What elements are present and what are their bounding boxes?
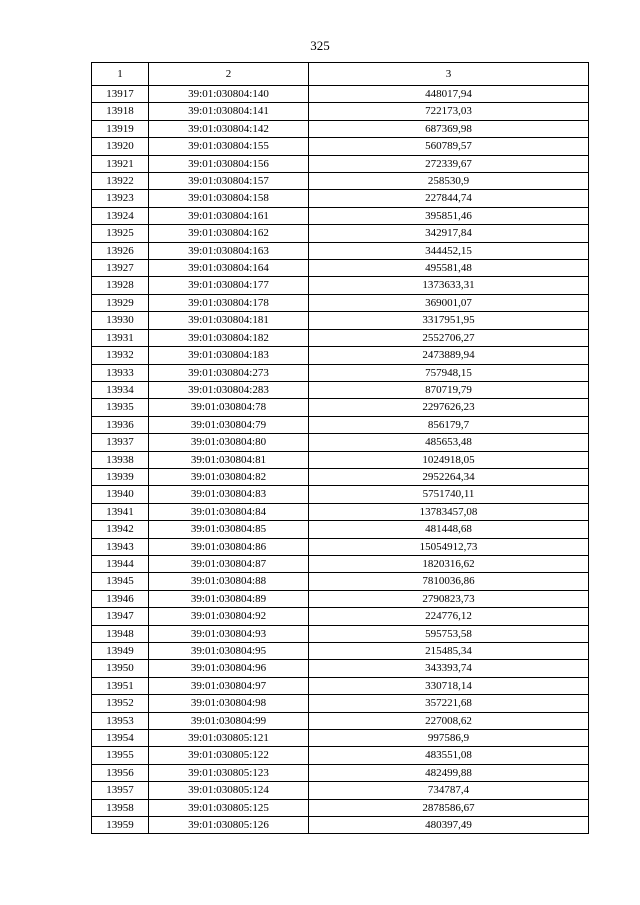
- row-number-cell: 13957: [92, 782, 149, 799]
- row-number-cell: 13940: [92, 486, 149, 503]
- row-number-cell: 13939: [92, 468, 149, 485]
- table-row: [92, 695, 589, 712]
- row-number-cell: 13956: [92, 764, 149, 781]
- row-number-cell: 13951: [92, 677, 149, 694]
- cadastral-number-cell: 39:01:030804:85: [149, 521, 309, 538]
- value-cell: 369001,07: [309, 294, 589, 311]
- value-cell: 227844,74: [309, 190, 589, 207]
- value-cell: 5751740,11: [309, 486, 589, 503]
- table-row: [92, 555, 589, 572]
- value-cell: 480397,49: [309, 817, 589, 834]
- value-cell: 2473889,94: [309, 347, 589, 364]
- cadastral-number-cell: 39:01:030804:181: [149, 312, 309, 329]
- table-row: [92, 138, 589, 155]
- cadastral-number-cell: 39:01:030805:122: [149, 747, 309, 764]
- value-cell: 343393,74: [309, 660, 589, 677]
- cadastral-number-cell: 39:01:030804:141: [149, 103, 309, 120]
- table-row: [92, 416, 589, 433]
- value-cell: 395851,46: [309, 207, 589, 224]
- value-cell: 227008,62: [309, 712, 589, 729]
- value-cell: 2297626,23: [309, 399, 589, 416]
- cadastral-number-cell: 39:01:030804:79: [149, 416, 309, 433]
- value-cell: 2790823,73: [309, 590, 589, 607]
- value-cell: 481448,68: [309, 521, 589, 538]
- table-row: [92, 155, 589, 172]
- cadastral-number-cell: 39:01:030804:83: [149, 486, 309, 503]
- table-row: [92, 225, 589, 242]
- cadastral-number-cell: 39:01:030805:125: [149, 799, 309, 816]
- row-number-cell: 13924: [92, 207, 149, 224]
- value-cell: 722173,03: [309, 103, 589, 120]
- row-number-cell: 13936: [92, 416, 149, 433]
- row-number-cell: 13918: [92, 103, 149, 120]
- cadastral-number-cell: 39:01:030804:97: [149, 677, 309, 694]
- row-number-cell: 13933: [92, 364, 149, 381]
- table-row: [92, 277, 589, 294]
- table-row: [92, 799, 589, 816]
- cadastral-number-cell: 39:01:030804:95: [149, 643, 309, 660]
- value-cell: 1820316,62: [309, 555, 589, 572]
- value-cell: 215485,34: [309, 643, 589, 660]
- table-row: [92, 817, 589, 834]
- table-row: [92, 86, 589, 103]
- row-number-cell: 13928: [92, 277, 149, 294]
- table-row: [92, 312, 589, 329]
- value-cell: 595753,58: [309, 625, 589, 642]
- row-number-cell: 13917: [92, 86, 149, 103]
- table-row: [92, 260, 589, 277]
- row-number-cell: 13929: [92, 294, 149, 311]
- cadastral-number-cell: 39:01:030804:99: [149, 712, 309, 729]
- table-row: [92, 399, 589, 416]
- cadastral-number-cell: 39:01:030804:89: [149, 590, 309, 607]
- cadastral-number-cell: 39:01:030805:126: [149, 817, 309, 834]
- cadastral-number-cell: 39:01:030805:123: [149, 764, 309, 781]
- value-cell: 495581,48: [309, 260, 589, 277]
- table-body: [92, 86, 589, 834]
- cadastral-number-cell: 39:01:030804:84: [149, 503, 309, 520]
- cadastral-number-cell: 39:01:030805:121: [149, 730, 309, 747]
- row-number-cell: 13921: [92, 155, 149, 172]
- cadastral-number-cell: 39:01:030804:98: [149, 695, 309, 712]
- cadastral-number-cell: 39:01:030805:124: [149, 782, 309, 799]
- table-row: [92, 660, 589, 677]
- row-number-cell: 13941: [92, 503, 149, 520]
- value-cell: 258530,9: [309, 173, 589, 190]
- cadastral-number-cell: 39:01:030804:182: [149, 329, 309, 346]
- value-cell: 1024918,05: [309, 451, 589, 468]
- cadastral-number-cell: 39:01:030804:81: [149, 451, 309, 468]
- value-cell: 224776,12: [309, 608, 589, 625]
- table-row: [92, 364, 589, 381]
- row-number-cell: 13955: [92, 747, 149, 764]
- cadastral-number-cell: 39:01:030804:88: [149, 573, 309, 590]
- table-row: [92, 207, 589, 224]
- value-cell: 560789,57: [309, 138, 589, 155]
- cadastral-number-cell: 39:01:030804:161: [149, 207, 309, 224]
- table-row: [92, 712, 589, 729]
- row-number-cell: 13946: [92, 590, 149, 607]
- value-cell: 15054912,73: [309, 538, 589, 555]
- value-cell: 687369,98: [309, 120, 589, 137]
- value-cell: 482499,88: [309, 764, 589, 781]
- table-row: [92, 677, 589, 694]
- cadastral-number-cell: 39:01:030804:163: [149, 242, 309, 259]
- row-number-cell: 13925: [92, 225, 149, 242]
- row-number-cell: 13930: [92, 312, 149, 329]
- column-header: 2: [149, 63, 309, 86]
- registry-table: [91, 62, 589, 834]
- cadastral-number-cell: 39:01:030804:273: [149, 364, 309, 381]
- table-row: [92, 294, 589, 311]
- cadastral-number-cell: 39:01:030804:87: [149, 555, 309, 572]
- cadastral-number-cell: 39:01:030804:156: [149, 155, 309, 172]
- table-row: [92, 573, 589, 590]
- value-cell: 3317951,95: [309, 312, 589, 329]
- value-cell: 870719,79: [309, 381, 589, 398]
- row-number-cell: 13934: [92, 381, 149, 398]
- table-row: [92, 782, 589, 799]
- cadastral-number-cell: 39:01:030804:157: [149, 173, 309, 190]
- row-number-cell: 13935: [92, 399, 149, 416]
- cadastral-number-cell: 39:01:030804:142: [149, 120, 309, 137]
- cadastral-number-cell: 39:01:030804:78: [149, 399, 309, 416]
- table-row: [92, 451, 589, 468]
- row-number-cell: 13947: [92, 608, 149, 625]
- cadastral-number-cell: 39:01:030804:92: [149, 608, 309, 625]
- value-cell: 330718,14: [309, 677, 589, 694]
- value-cell: 342917,84: [309, 225, 589, 242]
- row-number-cell: 13953: [92, 712, 149, 729]
- row-number-cell: 13943: [92, 538, 149, 555]
- row-number-cell: 13926: [92, 242, 149, 259]
- row-number-cell: 13949: [92, 643, 149, 660]
- row-number-cell: 13945: [92, 573, 149, 590]
- value-cell: 997586,9: [309, 730, 589, 747]
- table-row: [92, 329, 589, 346]
- row-number-cell: 13927: [92, 260, 149, 277]
- cadastral-number-cell: 39:01:030804:178: [149, 294, 309, 311]
- table-row: [92, 381, 589, 398]
- cadastral-number-cell: 39:01:030804:140: [149, 86, 309, 103]
- cadastral-number-cell: 39:01:030804:96: [149, 660, 309, 677]
- table-row: [92, 173, 589, 190]
- value-cell: 757948,15: [309, 364, 589, 381]
- column-header: 3: [309, 63, 589, 86]
- value-cell: 734787,4: [309, 782, 589, 799]
- table-row: [92, 538, 589, 555]
- row-number-cell: 13948: [92, 625, 149, 642]
- row-number-cell: 13944: [92, 555, 149, 572]
- page-number: 325: [310, 38, 330, 53]
- value-cell: 2952264,34: [309, 468, 589, 485]
- row-number-cell: 13922: [92, 173, 149, 190]
- value-cell: 272339,67: [309, 155, 589, 172]
- value-cell: 13783457,08: [309, 503, 589, 520]
- value-cell: 485653,48: [309, 434, 589, 451]
- table-row: [92, 120, 589, 137]
- table-row: [92, 590, 589, 607]
- cadastral-number-cell: 39:01:030804:183: [149, 347, 309, 364]
- cadastral-number-cell: 39:01:030804:283: [149, 381, 309, 398]
- cadastral-number-cell: 39:01:030804:158: [149, 190, 309, 207]
- table-row: [92, 608, 589, 625]
- row-number-cell: 13919: [92, 120, 149, 137]
- table-row: [92, 747, 589, 764]
- cadastral-number-cell: 39:01:030804:164: [149, 260, 309, 277]
- row-number-cell: 13920: [92, 138, 149, 155]
- row-number-cell: 13937: [92, 434, 149, 451]
- value-cell: 2878586,67: [309, 799, 589, 816]
- table-row: [92, 764, 589, 781]
- table-row: [92, 242, 589, 259]
- value-cell: 344452,15: [309, 242, 589, 259]
- cadastral-number-cell: 39:01:030804:86: [149, 538, 309, 555]
- value-cell: 856179,7: [309, 416, 589, 433]
- value-cell: 483551,08: [309, 747, 589, 764]
- cadastral-number-cell: 39:01:030804:80: [149, 434, 309, 451]
- table-row: [92, 643, 589, 660]
- table-row: [92, 486, 589, 503]
- cadastral-number-cell: 39:01:030804:93: [149, 625, 309, 642]
- column-header: 1: [92, 63, 149, 86]
- row-number-cell: 13923: [92, 190, 149, 207]
- row-number-cell: 13958: [92, 799, 149, 816]
- row-number-cell: 13942: [92, 521, 149, 538]
- row-number-cell: 13959: [92, 817, 149, 834]
- value-cell: 448017,94: [309, 86, 589, 103]
- row-number-cell: 13931: [92, 329, 149, 346]
- table-row: [92, 503, 589, 520]
- value-cell: 357221,68: [309, 695, 589, 712]
- row-number-cell: 13950: [92, 660, 149, 677]
- row-number-cell: 13952: [92, 695, 149, 712]
- row-number-cell: 13954: [92, 730, 149, 747]
- value-cell: 1373633,31: [309, 277, 589, 294]
- header-row: [92, 63, 589, 86]
- value-cell: 7810036,86: [309, 573, 589, 590]
- cadastral-number-cell: 39:01:030804:177: [149, 277, 309, 294]
- table-row: [92, 625, 589, 642]
- table-row: [92, 521, 589, 538]
- cadastral-number-cell: 39:01:030804:162: [149, 225, 309, 242]
- row-number-cell: 13938: [92, 451, 149, 468]
- row-number-cell: 13932: [92, 347, 149, 364]
- cadastral-number-cell: 39:01:030804:155: [149, 138, 309, 155]
- table-row: [92, 103, 589, 120]
- table-row: [92, 434, 589, 451]
- table-row: [92, 730, 589, 747]
- table-row: [92, 190, 589, 207]
- cadastral-number-cell: 39:01:030804:82: [149, 468, 309, 485]
- table-row: [92, 468, 589, 485]
- table-row: [92, 347, 589, 364]
- value-cell: 2552706,27: [309, 329, 589, 346]
